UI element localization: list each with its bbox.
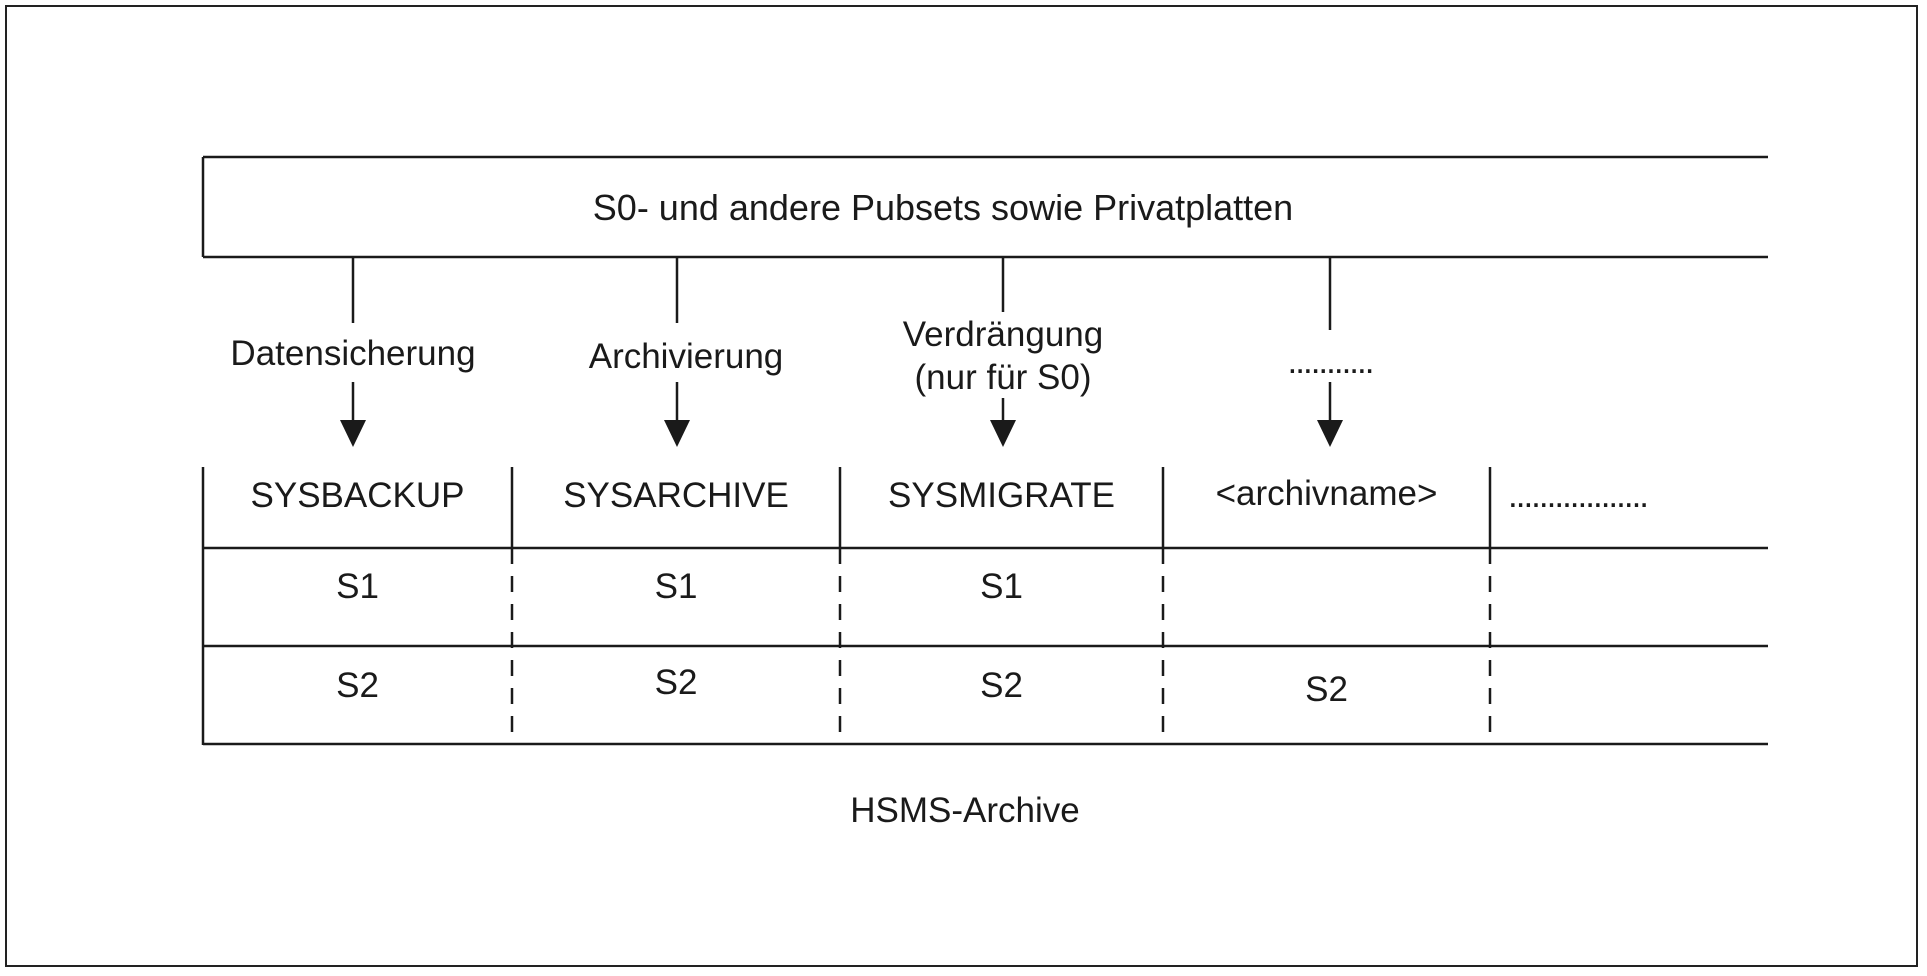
flow-label-archivierung: Archivierung (588, 337, 784, 376)
archive-name-sysarchive: SYSARCHIVE (563, 476, 789, 515)
cell-sysbackup-s2: S2 (336, 666, 379, 705)
archive-name-sysbackup: SYSBACKUP (250, 476, 465, 515)
cell-sysmigrate-s2: S2 (980, 666, 1023, 705)
cell-sysarchive-s1: S1 (654, 567, 698, 606)
flow-label-other: ........... (1287, 342, 1373, 381)
flow-label-datensicherung: Datensicherung (230, 334, 476, 373)
archive-name-more: .................. (1508, 476, 1648, 515)
flow-label-verdraengung: Verdrängung (902, 315, 1104, 354)
archive-name-custom: <archivname> (1215, 474, 1438, 513)
cell-sysmigrate-s1: S1 (980, 567, 1023, 606)
cell-custom-s2: S2 (1305, 670, 1348, 709)
flow-label-verdraengung-note: (nur für S0) (914, 358, 1092, 397)
cell-sysbackup-s1: S1 (336, 567, 379, 606)
archive-name-sysmigrate: SYSMIGRATE (888, 476, 1115, 515)
source-box-title: S0- und andere Pubsets sowie Privatplatten (592, 187, 1294, 228)
footer-caption: HSMS-Archive (850, 791, 1080, 830)
cell-sysarchive-s2: S2 (654, 663, 698, 702)
